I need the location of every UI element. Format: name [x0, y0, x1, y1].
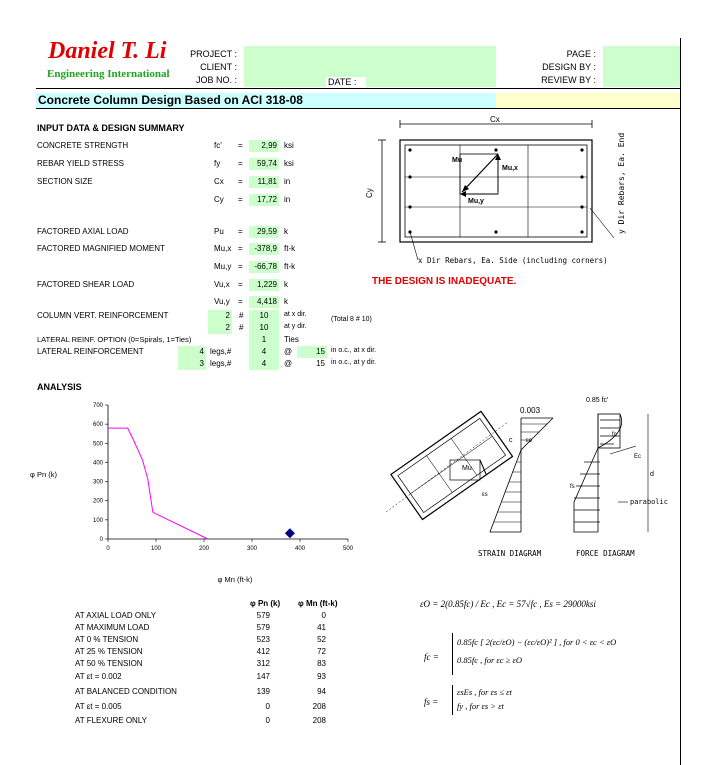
x-tick-label: 100 [150, 546, 162, 552]
diagram-mu-label: Mu [462, 465, 472, 472]
title-divider [36, 108, 681, 109]
input-equals: = [238, 195, 243, 204]
header-divider [36, 88, 681, 89]
table-row-pn: 147 [256, 672, 270, 681]
legs-label-y: legs,# [210, 359, 232, 368]
legs-label-x: legs,# [210, 347, 232, 356]
x-tick-label: 0 [106, 546, 110, 552]
reinf-y-count[interactable]: 2 [208, 322, 232, 334]
input-unit: ksi [284, 159, 294, 168]
table-header-mn: φ Mn (ft-k) [298, 599, 338, 608]
table-row-label: AT εt = 0.005 [75, 702, 122, 711]
page-title: Concrete Column Design Based on ACI 318-08 [36, 93, 496, 108]
input-equals: = [238, 177, 243, 186]
input-heading: INPUT DATA & DESIGN SUMMARY [37, 123, 185, 133]
rebar-dots [408, 148, 583, 233]
reviewby-label: REVIEW BY : [541, 75, 596, 85]
project-label: PROJECT : [190, 49, 237, 59]
input-unit: ksi [284, 141, 294, 150]
moment-vector [462, 154, 498, 192]
mu-label: Mu [452, 157, 463, 164]
table-row-pn: 579 [256, 611, 270, 620]
reinf-y-size[interactable]: 10 [249, 322, 279, 334]
table-row-mn: 94 [317, 687, 326, 696]
input-label: FACTORED SHEAR LOAD [37, 280, 135, 289]
input-value[interactable]: 17,72 [249, 194, 279, 206]
input-unit: in [284, 195, 291, 204]
input-unit: ft-k [284, 244, 296, 253]
interaction-curve [108, 428, 208, 539]
table-row-label: AT 50 % TENSION [75, 659, 143, 668]
rotated-section [391, 411, 513, 519]
table-row-pn: 312 [256, 659, 270, 668]
reinf-total: (Total 8 # 10) [331, 316, 372, 323]
formula-fs-label: fs = [424, 697, 439, 707]
table-row-pn: 0 [265, 702, 270, 711]
input-symbol: Mu,x [214, 244, 232, 253]
reinf-x-unit: at x dir. [284, 311, 307, 318]
input-symbol: Pu [214, 227, 224, 236]
title-bar-extension [496, 93, 680, 108]
formula-eo: εO = 2(0.85fc) / Ec , Ec = 57√fc , Es = 29000ksi [420, 599, 596, 609]
y-tick-label: 100 [92, 517, 103, 524]
input-value[interactable]: 29,59 [249, 226, 279, 238]
y-tick-label: 200 [92, 498, 103, 505]
input-symbol: Mu,y [214, 262, 232, 271]
d-label: d [650, 471, 654, 478]
table-row-label: AT FLEXURE ONLY [75, 716, 148, 725]
x-tick-label: 200 [198, 546, 210, 552]
reinf-x-count[interactable]: 2 [208, 310, 232, 322]
input-label: FACTORED AXIAL LOAD [37, 227, 129, 236]
interaction-chart [30, 397, 370, 592]
input-unit: k [284, 297, 288, 306]
reinf-x-size[interactable]: 10 [249, 310, 279, 322]
input-label: REBAR YIELD STRESS [37, 159, 124, 168]
table-row-label: AT MAXIMUM LOAD [75, 623, 150, 632]
lat-y-legs[interactable]: 3 [178, 358, 206, 370]
input-value[interactable]: 59,74 [249, 158, 279, 170]
client-label: CLIENT : [200, 62, 237, 72]
input-equals: = [238, 280, 243, 289]
load-point [285, 528, 295, 538]
y-tick-label: 0 [99, 537, 103, 543]
at-y: @ [284, 359, 293, 368]
input-equals: = [238, 159, 243, 168]
table-row-label: AT εt = 0.002 [75, 672, 122, 681]
input-equals: = [238, 244, 243, 253]
lat-option-label: LATERAL REINF. OPTION (0=Spirals, 1=Ties) [37, 335, 192, 344]
input-symbol: fc' [214, 141, 222, 150]
lat-x-text: in o.c., at x dir. [331, 347, 377, 354]
formula-fc: 0.85fc [ 2(εc/εO) − (εc/εO)² ] , for 0 < εc < εO 0.85fc , for εc ≥ εO [452, 633, 616, 675]
lat-reinf-label: LATERAL REINFORCEMENT [37, 347, 144, 356]
table-row-mn: 83 [317, 659, 326, 668]
table-header-pn: φ Pn (k) [250, 599, 281, 608]
x-tick-label: 300 [246, 546, 258, 552]
y-axis-label: φ Pn (k) [30, 470, 57, 479]
input-symbol: Vu,x [214, 280, 230, 289]
input-label: SECTION SIZE [37, 177, 93, 186]
cy-label: Cy [365, 188, 374, 198]
table-row-label: AT AXIAL LOAD ONLY [75, 611, 157, 620]
mux-label: Mu,x [502, 165, 518, 172]
input-value[interactable]: 2,99 [249, 140, 279, 152]
reinf-y-unit: at y dir. [284, 323, 307, 330]
input-unit: k [284, 227, 288, 236]
page-design-review-fields[interactable] [603, 46, 680, 87]
table-row-pn: 523 [256, 635, 270, 644]
lat-y-spacing[interactable]: 15 [316, 359, 325, 368]
lat-x-spacing[interactable]: 15 [297, 346, 327, 358]
input-equals: = [238, 227, 243, 236]
strain-hatch [494, 424, 547, 522]
y-tick-label: 500 [92, 441, 103, 448]
y-tick-label: 600 [92, 422, 103, 429]
jobno-label: JOB NO. : [195, 75, 237, 85]
y-tick-label: 700 [92, 403, 103, 409]
input-symbol: Cy [214, 195, 224, 204]
lat-option-value[interactable]: 1 [249, 334, 279, 346]
fc-stress-label: 0.85 fc' [586, 397, 609, 404]
ec-label: Ec [634, 454, 642, 460]
input-value[interactable]: 1,229 [249, 279, 279, 291]
table-row-label: AT 0 % TENSION [75, 635, 139, 644]
es-label: εs [482, 492, 488, 498]
designby-label: DESIGN BY : [542, 62, 596, 72]
table-row-mn: 93 [317, 672, 326, 681]
input-value[interactable]: 4,418 [249, 296, 279, 308]
x-rebar-label: x Dir Rebars, Ea. Side (including corners) [418, 256, 608, 265]
input-unit: in [284, 177, 291, 186]
table-row-mn: 72 [317, 647, 326, 656]
force-diagram-title: FORCE DIAGRAM [576, 549, 635, 558]
lat-option-text: Ties [284, 335, 299, 344]
lat-y-size[interactable]: 4 [249, 358, 279, 370]
x-tick-label: 500 [342, 546, 354, 552]
formula-fs: εsEs , for εs ≤ εt fy , for εs > εt [452, 685, 512, 715]
y-tick-label: 400 [92, 460, 103, 467]
table-row-pn: 0 [265, 716, 270, 725]
table-row-pn: 412 [256, 647, 270, 656]
cx-label: Cx [490, 115, 500, 124]
formula-fc-label: fc = [424, 652, 439, 662]
y-tick-label: 300 [92, 479, 103, 486]
input-value[interactable]: -66,78 [249, 261, 279, 273]
x-axis-label: φ Mn (ft-k) [217, 575, 253, 584]
input-symbol: fy [214, 159, 221, 168]
hash-y: # [239, 323, 244, 332]
table-row-pn: 579 [256, 623, 270, 632]
at-x: @ [284, 347, 293, 356]
input-equals: = [238, 297, 243, 306]
table-row-mn: 52 [317, 635, 326, 644]
date-field[interactable] [366, 76, 496, 87]
company-logo-subtitle: Engineering International [47, 68, 170, 80]
epsilon-label: 0.003 [520, 406, 541, 415]
input-unit: k [284, 280, 288, 289]
page-label: PAGE : [566, 49, 596, 59]
input-label: CONCRETE STRENGTH [37, 141, 129, 150]
c-label: c [509, 437, 513, 444]
x-tick-label: 400 [294, 546, 306, 552]
input-value[interactable]: -378,9 [249, 243, 279, 255]
company-logo-name: Daniel T. Li [48, 38, 167, 64]
input-symbol: Cx [214, 177, 224, 186]
strain-diagram-title: STRAIN DIAGRAM [478, 549, 542, 558]
input-value[interactable]: 11,81 [249, 176, 279, 188]
lat-y-text: in o.c., at y dir. [331, 359, 377, 366]
lat-x-legs[interactable]: 4 [178, 346, 206, 358]
table-row-mn: 41 [317, 623, 326, 632]
right-border [680, 38, 681, 765]
input-label: FACTORED MAGNIFIED MOMENT [37, 244, 165, 253]
input-equals: = [238, 262, 243, 271]
fc-label: fc [612, 432, 617, 438]
section-figure [362, 112, 662, 272]
y-rebar-label: y Dir Rebars, Ea. End [617, 132, 626, 234]
table-row-label: AT BALANCED CONDITION [75, 687, 177, 696]
table-row-pn: 139 [256, 687, 270, 696]
parabolic-label: parabolic [630, 498, 668, 506]
input-symbol: Vu,y [214, 297, 230, 306]
analysis-heading: ANALYSIS [37, 382, 82, 392]
table-row-mn: 208 [312, 716, 326, 725]
table-row-mn: 0 [321, 611, 326, 620]
stress-strain-diagram [378, 392, 678, 562]
date-label: DATE : [326, 77, 366, 87]
eo-label: εo [526, 438, 533, 444]
fs-label: fs [570, 484, 575, 490]
lat-x-size[interactable]: 4 [249, 346, 279, 358]
table-row-mn: 208 [312, 702, 326, 711]
input-equals: = [238, 141, 243, 150]
table-row-label: AT 25 % TENSION [75, 647, 143, 656]
reinf-label: COLUMN VERT. REINFORCEMENT [37, 311, 169, 320]
hash-x: # [239, 311, 244, 320]
muy-label: Mu,y [468, 198, 484, 205]
input-unit: ft-k [284, 262, 296, 271]
design-status: THE DESIGN IS INADEQUATE. [372, 276, 517, 287]
